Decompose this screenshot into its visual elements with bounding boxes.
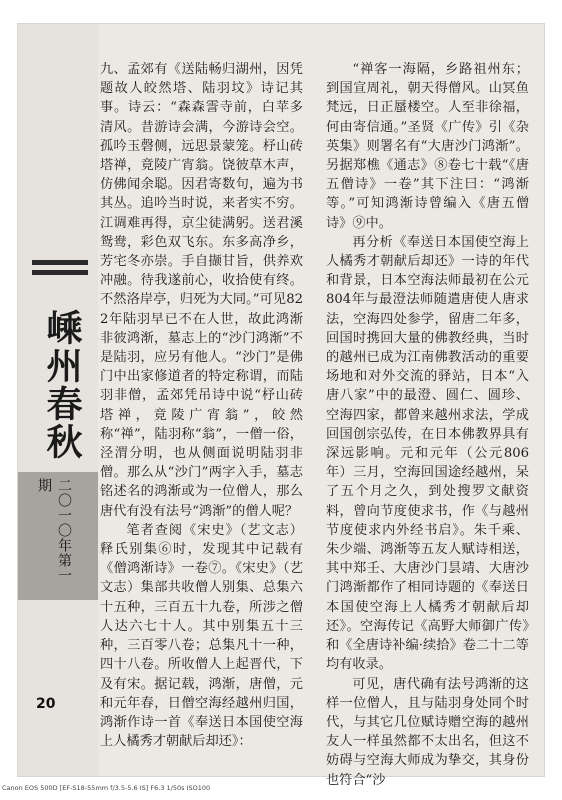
left-paragraph-2: 笔者查阅《宋史》（艺文志）释氏别集⑥时，发现其中记载有《僧鸿渐诗》一卷⑦。《宋史》（艺文志）集部共收僧人别集、总集六十五种，三百五十九卷，所涉之僧人达六七十人。其中别集五十三种，三百零八卷；总集凡十一种，四十八卷。所收僧人上起晋代，下及有宋。据记载，鸿渐，唐僧，元和元年春，日僧空海经越州归国，鸿渐作诗一首《奉送日本国使空海上人橘秀才朝献后却还》： <box>100 522 303 750</box>
sidebar-rule-top <box>32 260 88 265</box>
sidebar-rule-bottom <box>32 270 88 275</box>
right-paragraph-1: “禅客一海隔，乡路祖州东；到国宣周礼，朝天得僧风。山冥鱼梵远，日正蜃楼空。人至非徐福，何由寄信通。”圣贤《广传》引《杂英集》则署名有“大唐沙门鸿渐”。另据郑樵《通志》⑧卷七十载“《唐五僧诗》一卷”其下注曰：“鸿渐等。”可知鸿渐诗曾编入《唐五僧诗》⑨中。 <box>326 62 529 231</box>
left-paragraph-1: 九、孟郊有《送陆畅归湖州，因凭题故人皎然塔、陆羽坟》诗记其事。诗云：“森森霅寺前，白苹多清风。昔游诗会满，今游诗会空。孤吟玉磬侧，远思景蒙笼。杼山砖塔禅，竟陵广宵翁。饶彼草木声，仿佛闻余聪。因君寄数句，遍为书其丛。追吟当时说，来者实不穷。江调难再得，京尘徒满躬。送君溪鸳鸯，彩色双飞东。东多高净乡，芳宅冬亦崇。手自撷甘旨，供养欢冲融。待我遂前心，收拾使有终。不然洛岸亭，归死为大同。”可见822年陆羽早已不在人世，故此鸿渐非彼鸿渐，墓志上的“沙门鸿渐”不是陆羽，应另有他人。“沙门”是佛门中出家修道者的特定称谓，而陆羽非僧，孟郊凭吊诗中说“杼山砖塔禅，竟陵广宵翁”，皎然称“禅”，陆羽称“翁”，一僧一俗，泾渭分明，也从侧面说明陆羽非僧。那么从“沙门”两字入手，墓志铭述名的鸿渐或为一位僧人，那么唐代有没有法号“鸿渐”的僧人呢？ <box>100 62 303 519</box>
issue-label: 二〇一〇年第一期 <box>36 478 72 583</box>
right-column <box>326 60 529 790</box>
magazine-title: 嵊州春秋 <box>41 309 83 461</box>
camera-caption: Canon EOS 500D [EF-S18-55mm f/3.5-5.6 IS] F6.3 1/50s ISO100 <box>2 784 211 792</box>
right-paragraph-3: 可见，唐代确有法号鸿渐的这样一位僧人，且与陆羽身处同个时代，与其它几位赋诗赠空海的越州友人一样虽然都不太出名，但这不妨碍与空海大师成为挚交，其身份也符合“沙 <box>326 676 529 788</box>
left-column <box>100 60 303 751</box>
right-paragraph-2: 再分析《奉送日本国使空海上人橘秀才朝献后却还》一诗的年代和背景，日本空海法师最初在公元804年与最澄法师随遣唐使人唐求法，空海四处参学，留唐二年多，回国时携回大量的佛教经典，当时的越州已成为江南佛教活动的重要场地和对外交流的驿站，日本“入唐八家”中的最澄、圆仁、圆珍、空海四家，都曾来越州求法，学成回国创宗弘传，在日本佛教界具有深远影响。元和元年（公元806年）三月，空海回国途经越州，呆了五个月之久，到处搜罗文献资料，曾向节度使求书，作《与越州节度使求内外经书启》。朱千乘、朱少端、鸿渐等五友人赋诗相送，其中郑壬、大唐沙门昙靖、大唐沙门鸿渐都作了相同诗题的《奉送日本国使空海上人橘秀才朝献后却还》。空海传记《高野大师御广传》和《全唐诗补编·续拾》卷二十二等均有收录。 <box>326 234 529 673</box>
sidebar <box>18 24 98 776</box>
magazine-page <box>18 24 544 788</box>
page-number: 20 <box>36 696 56 712</box>
